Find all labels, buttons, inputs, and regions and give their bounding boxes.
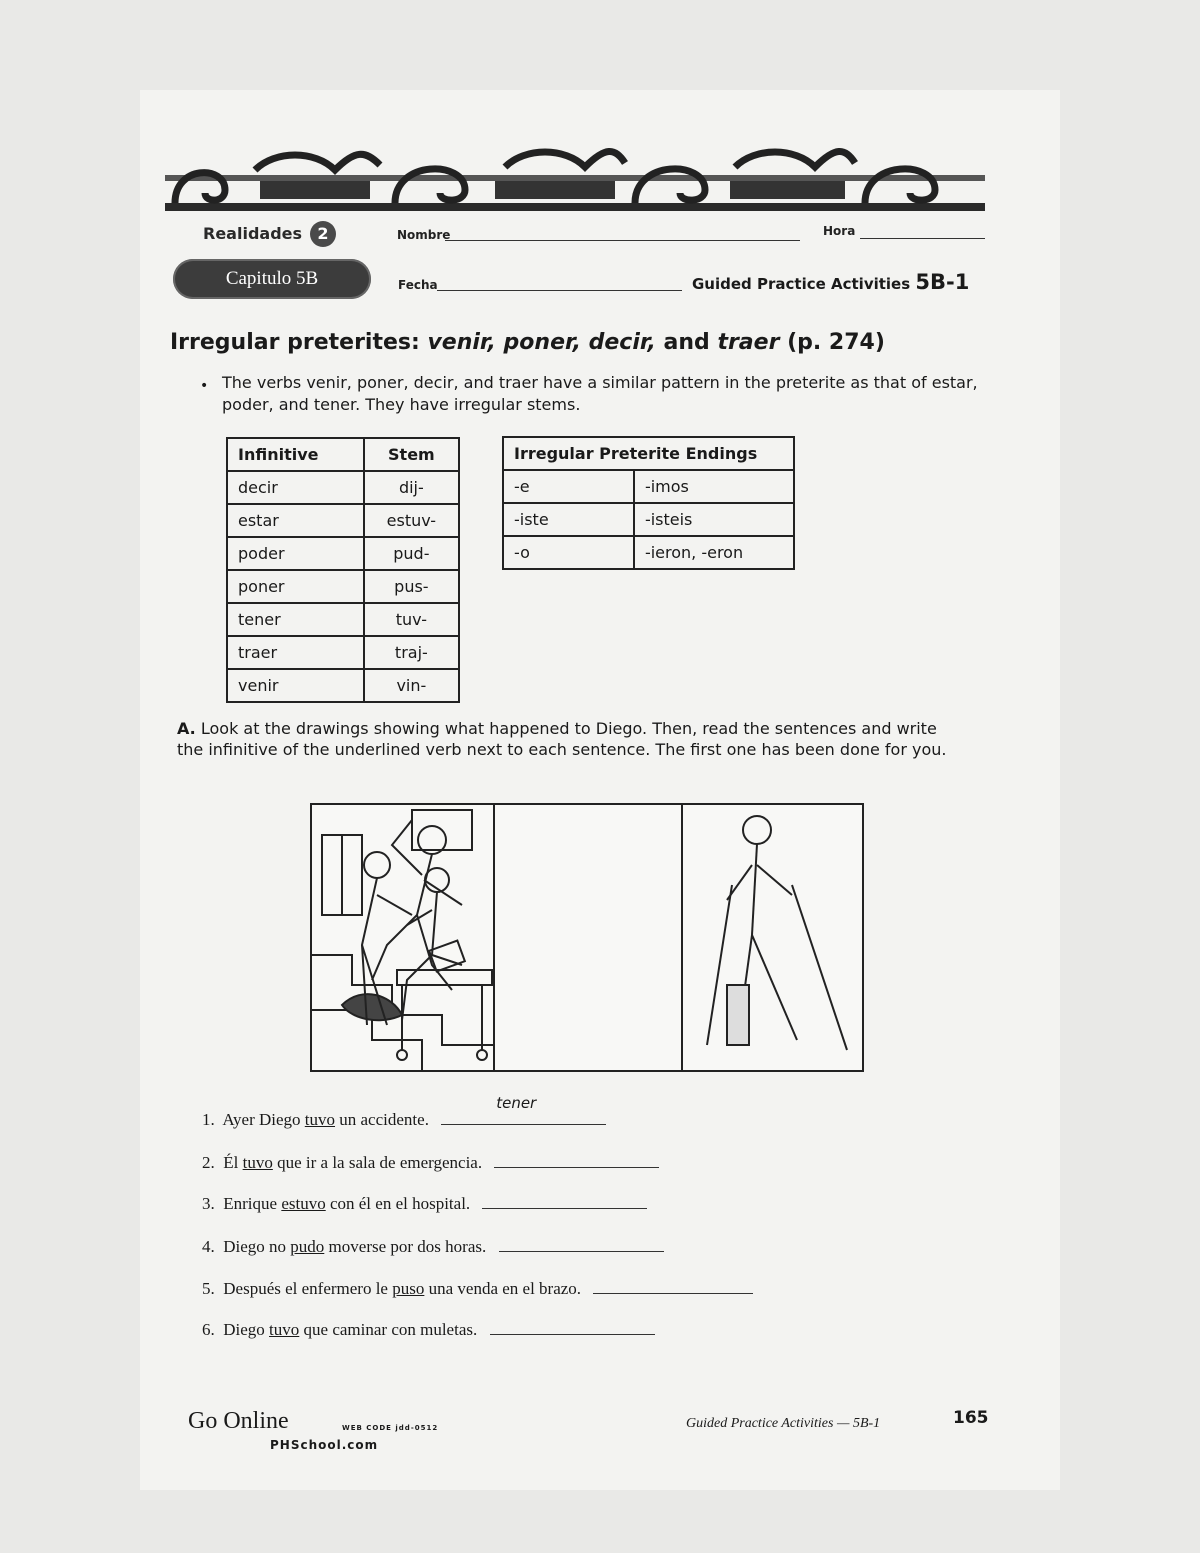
table-cell: vin- <box>364 669 459 702</box>
sentence-before: Diego no <box>223 1237 291 1256</box>
bullet-icon: • <box>200 378 209 394</box>
title-and: and <box>655 330 718 355</box>
table-cell: -iste <box>503 503 634 536</box>
table-cell: -o <box>503 536 634 569</box>
sentence-after: un accidente. <box>335 1110 429 1129</box>
stems-table <box>226 437 460 703</box>
go-online-logo: Go Online <box>188 1408 289 1434</box>
diego-illustrations <box>310 803 864 1072</box>
decorative-scroll-banner <box>165 145 985 217</box>
chapter-pill: Capitulo 5B <box>173 259 371 299</box>
activity-label: Guided Practice Activities <box>692 275 911 293</box>
table-cell: dij- <box>364 471 459 504</box>
activity-letter: A. <box>177 719 196 738</box>
date-field[interactable] <box>437 290 682 291</box>
dash-icon: — <box>836 1416 850 1431</box>
sentence-after: moverse por dos horas. <box>324 1237 487 1256</box>
date-label: Fecha <box>398 278 438 292</box>
phschool-link[interactable]: PHSchool.com <box>270 1438 379 1452</box>
table-cell: -imos <box>634 470 794 503</box>
name-label: Nombre <box>397 228 451 242</box>
answer-field[interactable] <box>490 1318 655 1335</box>
web-code: WEB CODE jdd-0512 <box>342 1424 439 1432</box>
answer-field[interactable] <box>441 1094 606 1125</box>
footer-activity-label: Guided Practice Activities <box>686 1416 834 1431</box>
page-number: 165 <box>953 1408 989 1428</box>
list-item <box>202 1235 664 1257</box>
table-cell: tuv- <box>364 603 459 636</box>
table-row <box>503 470 794 503</box>
list-item <box>202 1318 655 1340</box>
table-cell: -e <box>503 470 634 503</box>
title-prefix: Irregular preterites: <box>170 330 428 355</box>
activity-text: Look at the drawings showing what happened to Diego. Then, read the sentences and write the infinitive of the underlined verb next to each sentence. The first one has been done for you. <box>177 719 947 759</box>
title-page: (p. 274) <box>779 330 885 355</box>
table-row <box>227 504 459 537</box>
list-item <box>202 1192 647 1214</box>
underlined-verb: tuvo <box>304 1110 336 1129</box>
hour-label: Hora <box>823 224 856 238</box>
table-cell: traer <box>227 636 364 669</box>
table-cell: poner <box>227 570 364 603</box>
stems-header-infinitive: Infinitive <box>227 438 364 471</box>
answer-field[interactable] <box>482 1192 647 1209</box>
sentence-number: 2. <box>202 1153 215 1172</box>
underlined-verb: tuvo <box>269 1320 300 1339</box>
sentence-number: 5. <box>202 1279 215 1298</box>
answer-field[interactable] <box>593 1277 753 1294</box>
table-cell: venir <box>227 669 364 702</box>
sentence-number: 6. <box>202 1320 215 1339</box>
sentence-before: Después el enfermero le <box>223 1279 393 1298</box>
table-cell: traj- <box>364 636 459 669</box>
table-cell: -ieron, -eron <box>634 536 794 569</box>
underlined-verb: pudo <box>290 1237 325 1256</box>
list-item <box>202 1094 606 1130</box>
stems-header-stem: Stem <box>364 438 459 471</box>
table-row <box>227 669 459 702</box>
footer-activity-code: 5B-1 <box>852 1416 881 1431</box>
sentence-after: que ir a la sala de emergencia. <box>272 1153 483 1172</box>
table-cell: estar <box>227 504 364 537</box>
answer-text: tener <box>496 1094 537 1112</box>
table-cell: pus- <box>364 570 459 603</box>
table-cell: tener <box>227 603 364 636</box>
level-badge: 2 <box>310 221 336 247</box>
table-cell: pud- <box>364 537 459 570</box>
activity-number: 5B-1 <box>915 270 970 294</box>
answer-field[interactable] <box>494 1151 659 1168</box>
underlined-verb: estuvo <box>281 1194 326 1213</box>
title-traer: traer <box>717 330 780 355</box>
name-field[interactable] <box>445 240 800 241</box>
table-cell: -isteis <box>634 503 794 536</box>
endings-header: Irregular Preterite Endings <box>503 437 794 470</box>
sentence-number: 1. <box>202 1110 215 1129</box>
list-item <box>202 1277 753 1299</box>
table-row <box>227 471 459 504</box>
sentence-after: que caminar con muletas. <box>299 1320 478 1339</box>
sentence-number: 3. <box>202 1194 215 1213</box>
panel-crutches-image <box>707 816 847 1050</box>
sentence-before: Diego <box>223 1320 270 1339</box>
section-title <box>170 330 885 355</box>
table-cell: poder <box>227 537 364 570</box>
sentence-before: Ayer Diego <box>222 1110 305 1129</box>
sentence-before: Él <box>223 1153 243 1172</box>
table-row <box>503 503 794 536</box>
table-row <box>227 636 459 669</box>
series-name: Realidades <box>203 224 303 243</box>
sentence-after: una venda en el brazo. <box>424 1279 582 1298</box>
table-row <box>503 536 794 569</box>
hour-field[interactable] <box>860 238 985 239</box>
footer-activity <box>686 1416 880 1432</box>
intro-text: The verbs venir, poner, decir, and traer have a similar pattern in the preterite as that of estar, poder, and tener. They have irregular stems. <box>222 373 978 414</box>
sentence-number: 4. <box>202 1237 215 1256</box>
list-item <box>202 1151 659 1173</box>
sentence-before: Enrique <box>223 1194 282 1213</box>
underlined-verb: puso <box>392 1279 425 1298</box>
answer-field[interactable] <box>499 1235 664 1252</box>
table-row <box>227 537 459 570</box>
activity-heading <box>692 270 969 294</box>
table-cell: decir <box>227 471 364 504</box>
underlined-verb: tuvo <box>242 1153 273 1172</box>
activity-a-instructions <box>177 718 967 760</box>
endings-table <box>502 436 795 570</box>
table-row <box>227 603 459 636</box>
table-row <box>227 570 459 603</box>
table-cell: estuv- <box>364 504 459 537</box>
panel-hospital-image <box>362 810 492 1060</box>
title-verbs: venir, poner, decir, <box>427 330 656 355</box>
sentence-after: con él en el hospital. <box>325 1194 471 1213</box>
